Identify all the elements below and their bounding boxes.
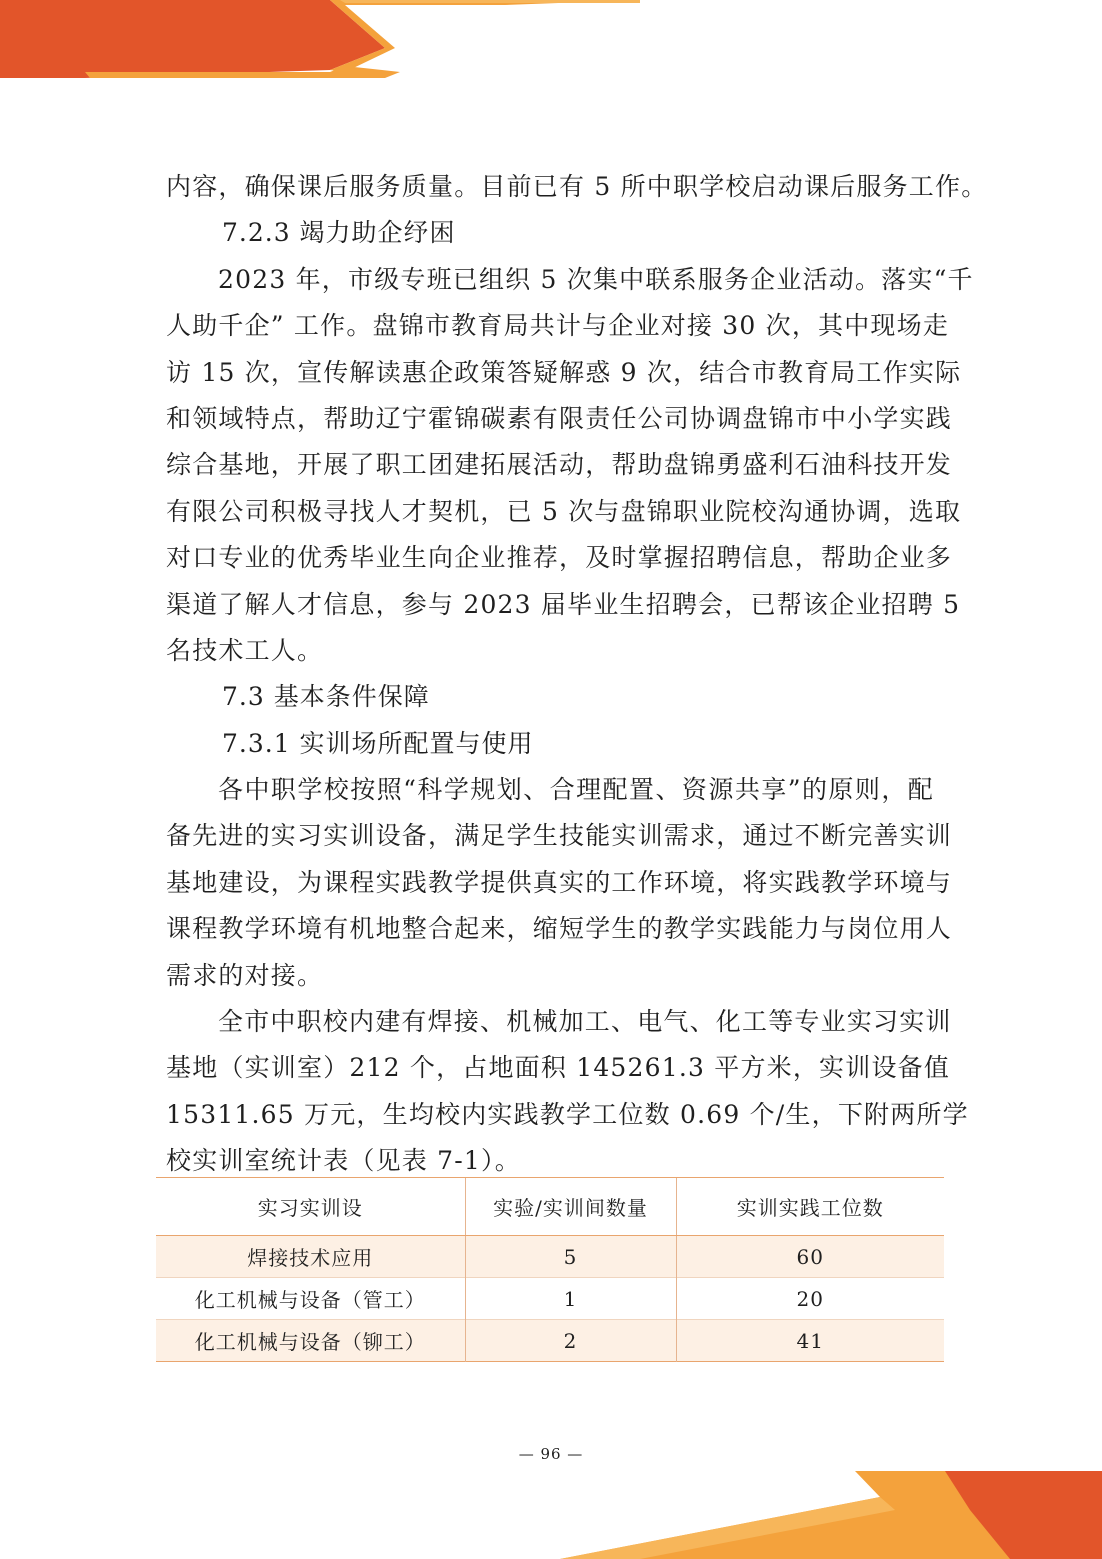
table-header-row — [156, 1178, 944, 1236]
table-cell: 焊接技术应用 — [247, 1246, 374, 1270]
column-header: 实习实训设 — [156, 1178, 465, 1236]
body-line: 课程教学环境有机地整合起来，缩短学生的教学实践能力与岗位用人 — [166, 914, 953, 944]
body-line: 名技术工人。 — [166, 635, 324, 665]
training-room-table — [156, 1177, 944, 1362]
body-line: 访 15 次，宣传解读惠企政策答疑解惑 9 次，结合市教育局工作实际 — [166, 357, 962, 387]
table-cell: 5 — [465, 1236, 676, 1278]
column-header: 实验/实训间数量 — [465, 1178, 676, 1236]
table-cell: 1 — [465, 1278, 676, 1320]
table-cell: 化工机械与设备（管工） — [194, 1288, 426, 1312]
table-cell: 化工机械与设备（铆工） — [194, 1330, 426, 1354]
table-row — [156, 1278, 944, 1320]
body-line: 校实训室统计表（见表 7-1）。 — [166, 1146, 521, 1176]
body-line: 对口专业的优秀毕业生向企业推荐，及时掌握招聘信息，帮助企业多 — [166, 543, 953, 573]
body-line: 基地（实训室）212 个，占地面积 145261.3 平方米，实训设备值 — [166, 1053, 951, 1083]
section-heading: 7.3.1 实训场所配置与使用 — [222, 728, 534, 758]
body-line: 综合基地，开展了职工团建拓展活动，帮助盘锦勇盛利石油科技开发 — [166, 450, 953, 480]
section-heading: 7.2.3 竭力助企纾困 — [222, 218, 456, 248]
page-number: — 96 — — [518, 1445, 584, 1463]
body-line: 2023 年，市级专班已组织 5 次集中联系服务企业活动。落实“千 — [218, 264, 974, 294]
body-line: 基地建设，为课程实践教学提供真实的工作环境，将实践教学环境与 — [166, 867, 953, 897]
body-text — [166, 164, 988, 1185]
table-cell: 20 — [676, 1278, 944, 1320]
column-header: 实训实践工位数 — [676, 1178, 944, 1236]
body-line: 需求的对接。 — [166, 960, 324, 990]
body-line: 15311.65 万元，生均校内实践教学工位数 0.69 个/生，下附两所学 — [166, 1099, 969, 1129]
body-line: 各中职学校按照“科学规划、合理配置、资源共享”的原则，配 — [218, 775, 934, 805]
table-row — [156, 1236, 944, 1278]
body-line: 全市中职校内建有焊接、机械加工、电气、化工等专业实习实训 — [218, 1007, 952, 1037]
table-row — [156, 1320, 944, 1362]
body-line: 备先进的实习实训设备，满足学生技能实训需求，通过不断完善实训 — [166, 821, 953, 851]
section-heading: 7.3 基本条件保障 — [222, 682, 430, 712]
table-cell: 60 — [676, 1236, 944, 1278]
body-line: 内容，确保课后服务质量。目前已有 5 所中职学校启动课后服务工作。 — [166, 172, 988, 201]
body-line: 渠道了解人才信息，参与 2023 届毕业生招聘会，已帮该企业招聘 5 — [166, 589, 961, 619]
body-line: 人助千企” 工作。盘锦市教育局共计与企业对接 30 次，其中现场走 — [166, 311, 950, 341]
table-cell: 2 — [465, 1320, 676, 1362]
body-line: 有限公司积极寻找人才契机，已 5 次与盘锦职业院校沟通协调，选取 — [166, 496, 962, 526]
table-cell: 41 — [676, 1320, 944, 1362]
body-line: 和领域特点，帮助辽宁霍锦碳素有限责任公司协调盘锦市中小学实践 — [166, 403, 953, 433]
